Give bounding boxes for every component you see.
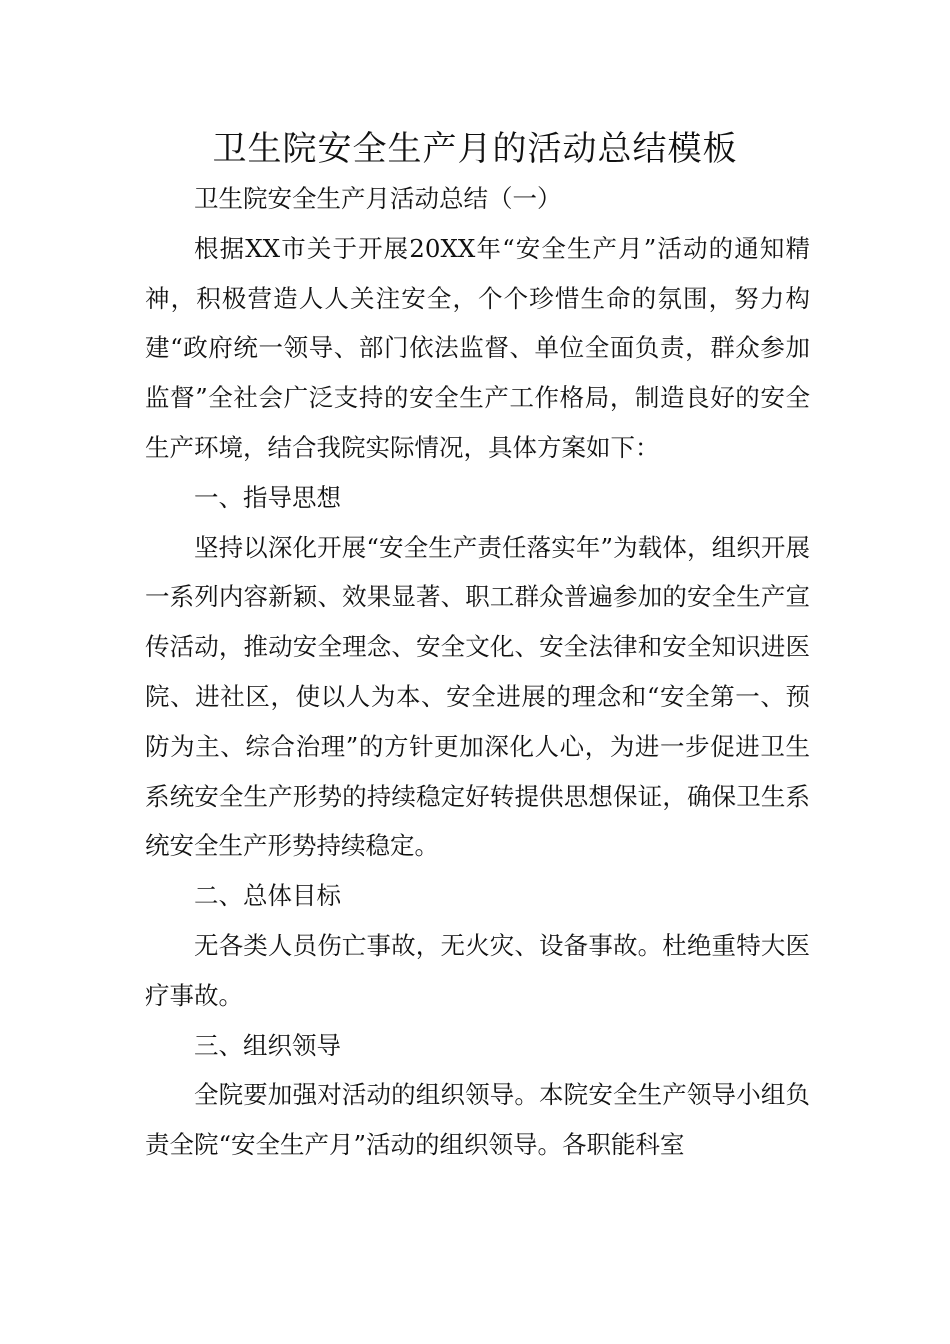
document-body: [145, 174, 810, 1170]
guiding-ideology-paragraph: 坚持以深化开展“安全生产责任落实年”为载体，组织开展一系列内容新颖、效果显著、职工群众普遍参加的安全生产宣传活动，推动安全理念、安全文化、安全法律和安全知识进医院、进社区，使以人为本、安全进展的理念和“安全第一、预防为主、综合治理”的方针更加深化人心，为进一步促进卫生系统安全生产形势的持续稳定好转提供思想保证，确保卫生系统安全生产形势持续稳定。: [145, 532, 810, 861]
section-heading-organization: 三、组织领导: [194, 1030, 341, 1060]
intro-paragraph: 根据XX市关于开展20XX年“安全生产月”活动的通知精神，积极营造人人关注安全，个个珍惜生命的氛围，努力构建“政府统一领导、部门依法监督、单位全面负责，群众参加监督”全社会广泛支持的安全生产工作格局，制造良好的安全生产环境，结合我院实际情况，具体方案如下：: [145, 233, 810, 462]
document-title: 卫生院安全生产月的活动总结模板: [212, 129, 738, 169]
section-heading-overall-goal: 二、总体目标: [194, 881, 341, 911]
organization-paragraph: 全院要加强对活动的组织领导。本院安全生产领导小组负责全院“安全生产月”活动的组织领导。各职能科室: [145, 1080, 810, 1160]
subtitle-paragraph: 卫生院安全生产月活动总结（一）: [194, 184, 562, 213]
section-heading-guiding-ideology: 一、指导思想: [194, 482, 341, 512]
overall-goal-paragraph: 无各类人员伤亡事故，无火灾、设备事故。杜绝重特大医疗事故。: [145, 930, 810, 1010]
